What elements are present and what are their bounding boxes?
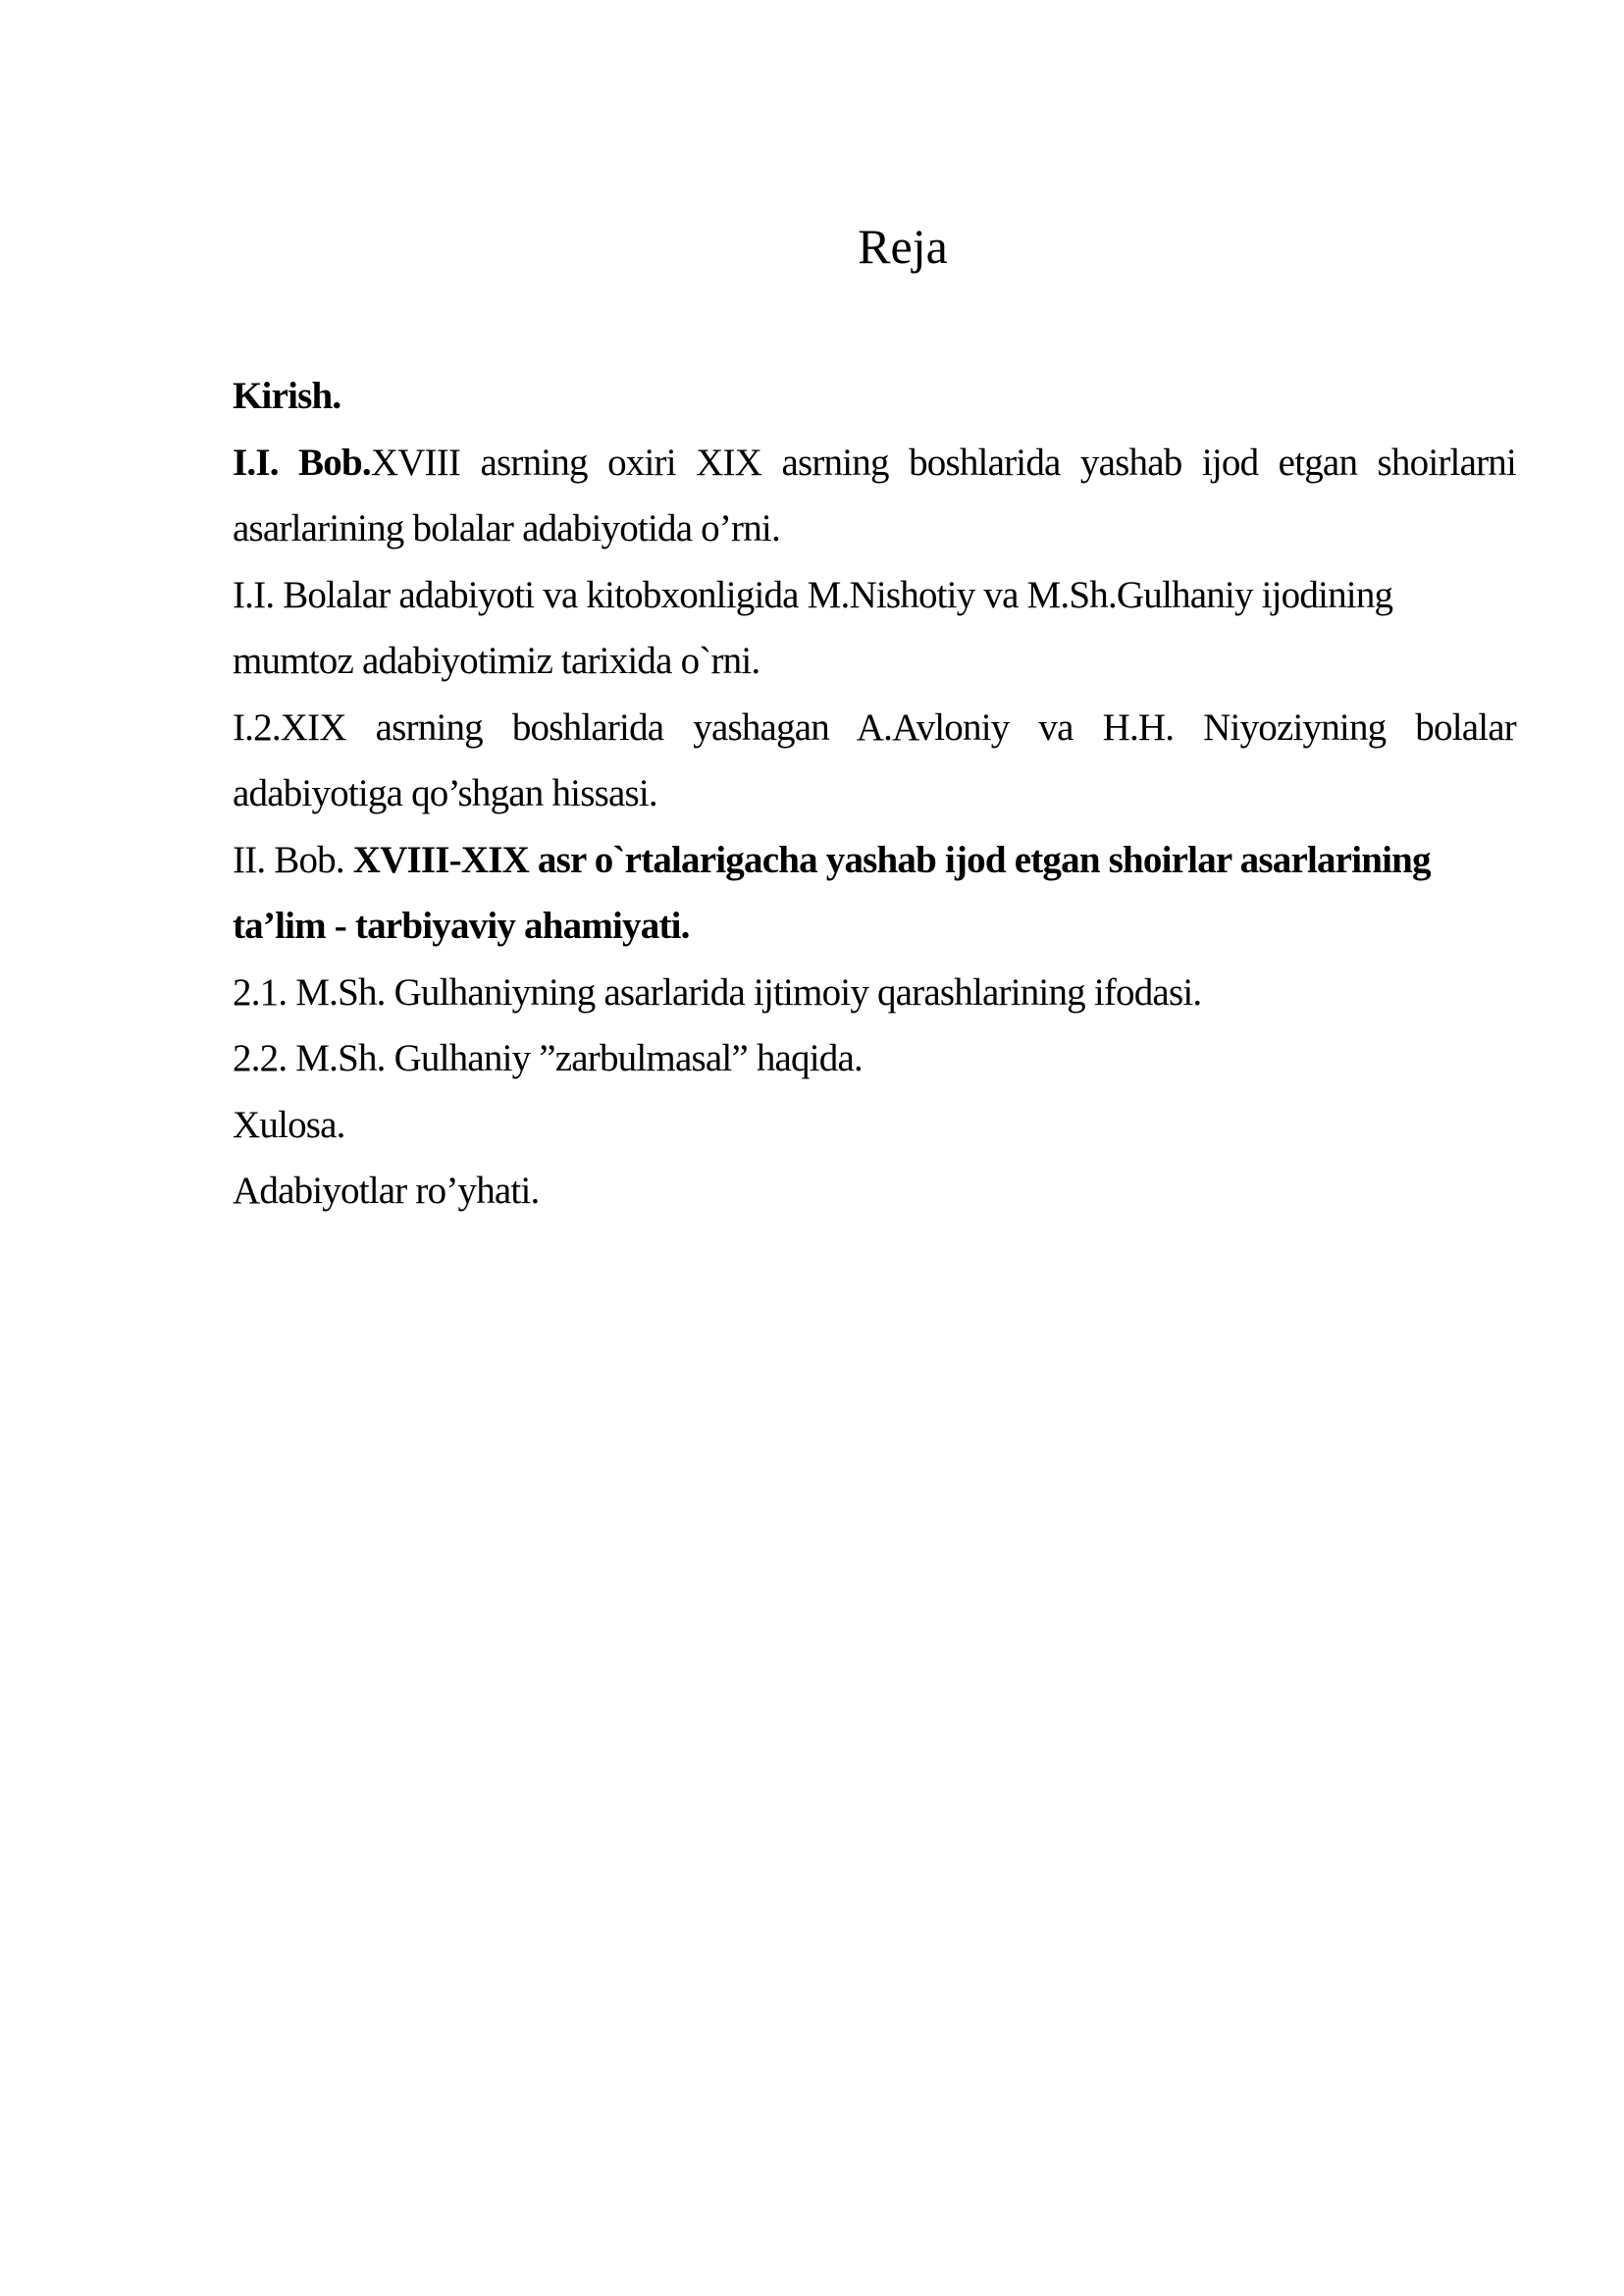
plan-item-1-1-line1: I.I. Bolalar adabiyoti va kitobxonligida M.Nishotiy va M.Sh.Gulhaniy ijodining bbox=[233, 573, 1393, 616]
plan-item-xulosa: Xulosa. bbox=[233, 1103, 345, 1146]
bob2-title-line1: XVIII-XIX asr o`rtalarigacha yashab ijod etgan shoirlar asarlarining bbox=[352, 838, 1431, 881]
plan-item-2-2: 2.2. M.Sh. Gulhaniy ”zarbulmasal” haqida. bbox=[233, 1037, 863, 1079]
bob2-label: II. Bob. bbox=[233, 838, 353, 881]
plan-list bbox=[233, 363, 1516, 1225]
plan-item-bob2 bbox=[233, 827, 1516, 894]
bob1-label: I.I. Bob. bbox=[233, 441, 371, 484]
plan-item-1-2-line1: I.2.XIX asrning boshlarida yashagan A.Avloniy va H.H. Niyoziyning bolalar bbox=[233, 705, 1516, 749]
plan-item-kirish: Kirish. bbox=[233, 375, 341, 417]
page-title: Reja bbox=[858, 219, 948, 274]
bob1-text-line2: asarlarining bolalar adabiyotida o’rni. bbox=[233, 507, 780, 549]
plan-item-2-1: 2.1. M.Sh. Gulhaniyning asarlarida ijtimoiy qarashlarining ifodasi. bbox=[233, 970, 1202, 1014]
plan-item-adabiyotlar: Adabiyotlar ro’yhati. bbox=[233, 1170, 540, 1212]
plan-item-1-1-line2: mumtoz adabiyotimiz tarixida o`rni. bbox=[233, 640, 760, 682]
bob2-title-line2: ta’lim - tarbiyaviy ahamiyati. bbox=[233, 905, 690, 947]
bob1-text-line1: XVIII asrning oxiri XIX asrning boshlarida yashab ijod etgan shoirlarni bbox=[370, 441, 1517, 484]
plan-item-1-2-line2: adabiyotiga qo’shgan hissasi. bbox=[233, 772, 657, 814]
plan-item-bob1 bbox=[233, 430, 1516, 496]
